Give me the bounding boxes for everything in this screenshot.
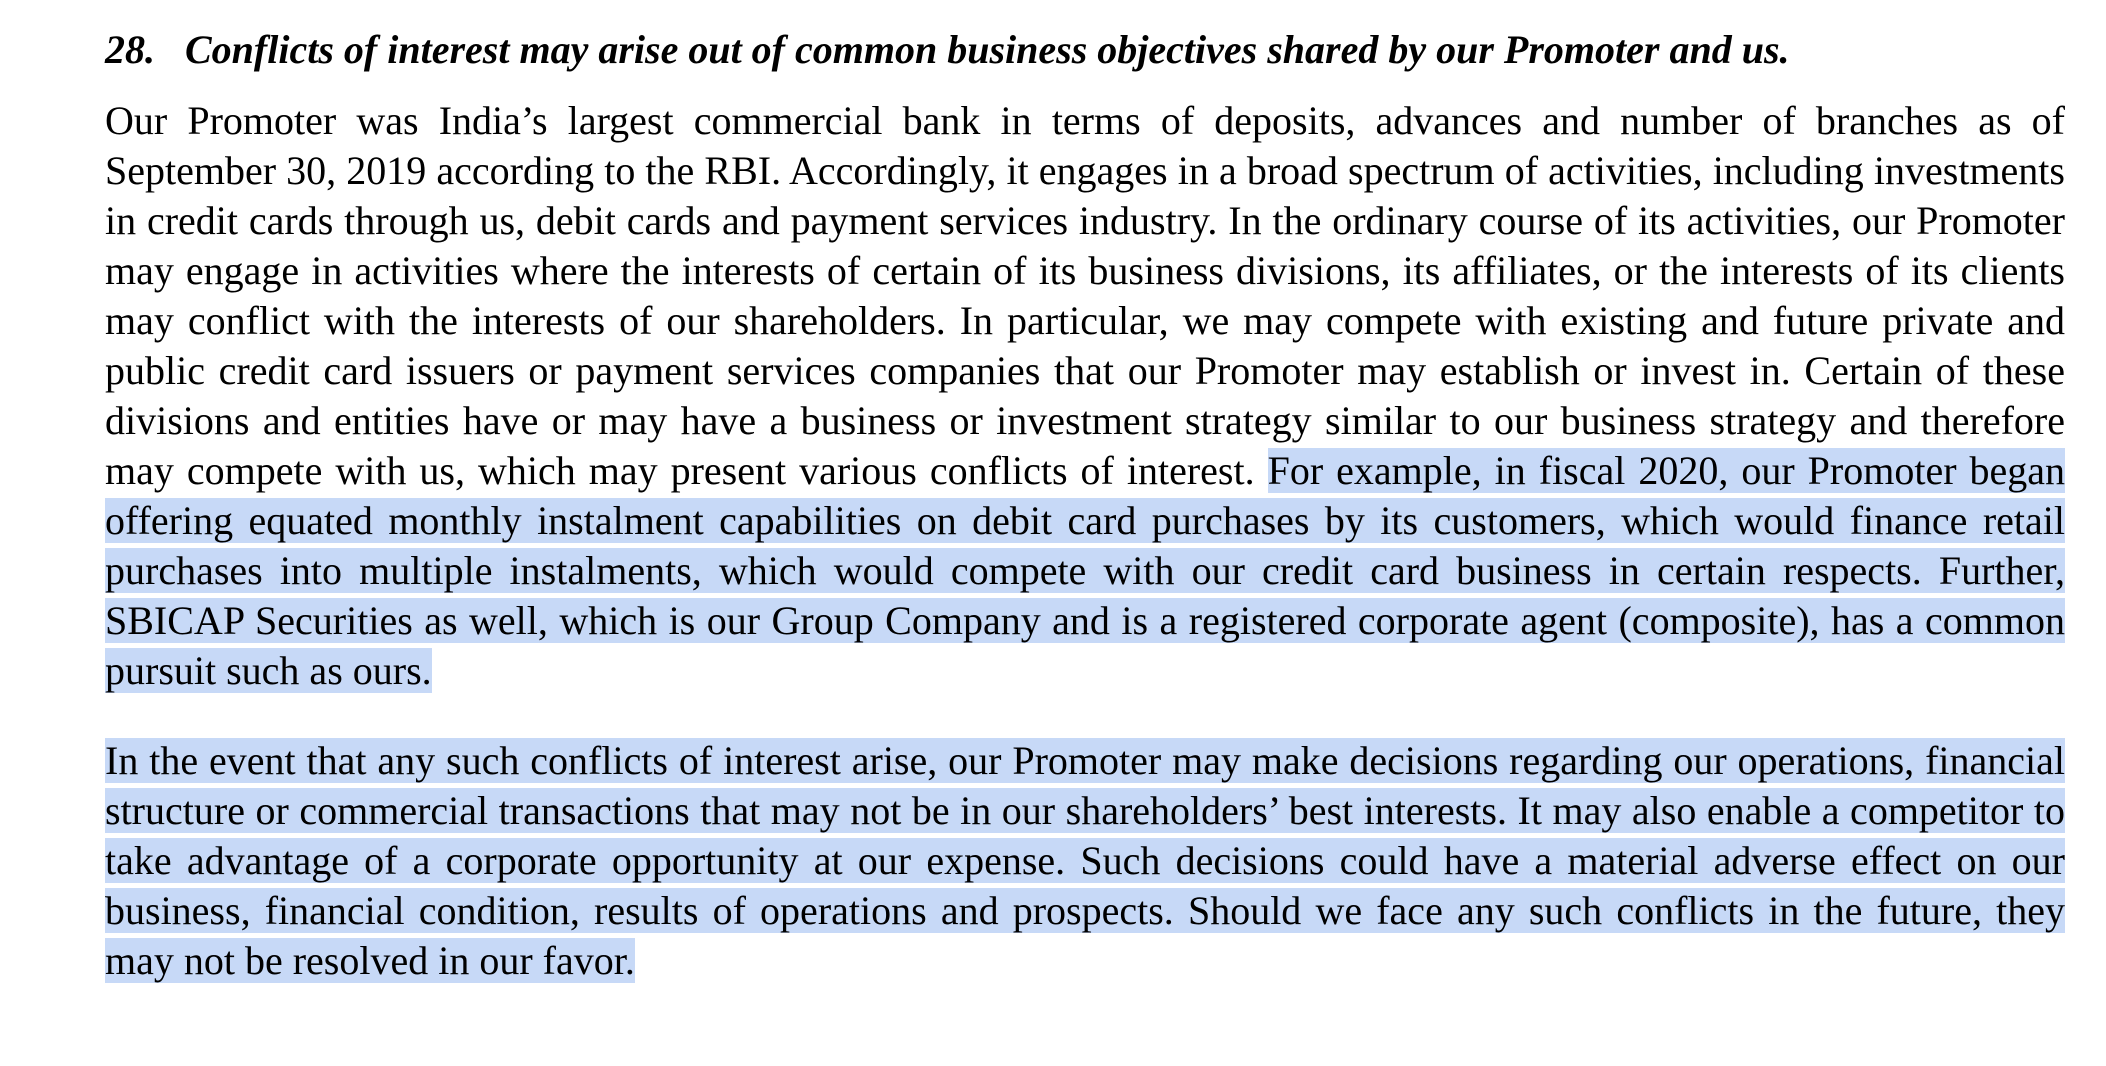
document-page	[105, 18, 2065, 986]
risk-factor-title: Conflicts of interest may arise out of common business objectives shared by our Promoter and us.	[185, 27, 1790, 72]
paragraph-1-text[interactable]: Our Promoter was India’s largest commercial bank in terms of deposits, advances and number of branches as of September 30, 2019 according to the RBI. Accordingly, it engages in a broad spectrum of activities, including investments in credit cards through us, debit cards and payment services industry. In the ordinary course of its activities, our Promoter may engage in activities where the interests of certain of its business divisions, its affiliates, or the interests of its clients may conflict with the interests of our shareholders. In particular, we may compete with existing and future private and public credit card issuers or payment services companies that our Promoter may establish or invest in. Certain of these divisions and entities have or may have a business or investment strategy similar to our business strategy and therefore may compete with us, which may present various conflicts of interest.	[105, 98, 2065, 493]
risk-factor-heading	[105, 18, 2065, 82]
paragraph-1-highlighted-selection[interactable]: For example, in fiscal 2020, our Promoter began offering equated monthly instalment capabilities on debit card purchases by its customers, which would finance retail purchases into multiple instalments, which would compete with our credit card business in certain respects. Further, SBICAP Securities as well, which is our Group Company and is a registered corporate agent (composite), has a common pursuit such as ours.	[105, 448, 2066, 693]
paragraph-1[interactable]	[105, 96, 2065, 696]
paragraph-2-highlighted-selection[interactable]: In the event that any such conflicts of interest arise, our Promoter may make decisions regarding our operations, financial structure or commercial transactions that may not be in our shareholders’ best interests. It may also enable a competitor to take advantage of a corporate opportunity at our expense. Such decisions could have a material adverse effect on our business, financial condition, results of operations and prospects. Should we face any such conflicts in the future, they may not be resolved in our favor.	[105, 738, 2065, 983]
risk-factor-number: 28.	[105, 27, 155, 72]
paragraph-2[interactable]	[105, 736, 2065, 986]
